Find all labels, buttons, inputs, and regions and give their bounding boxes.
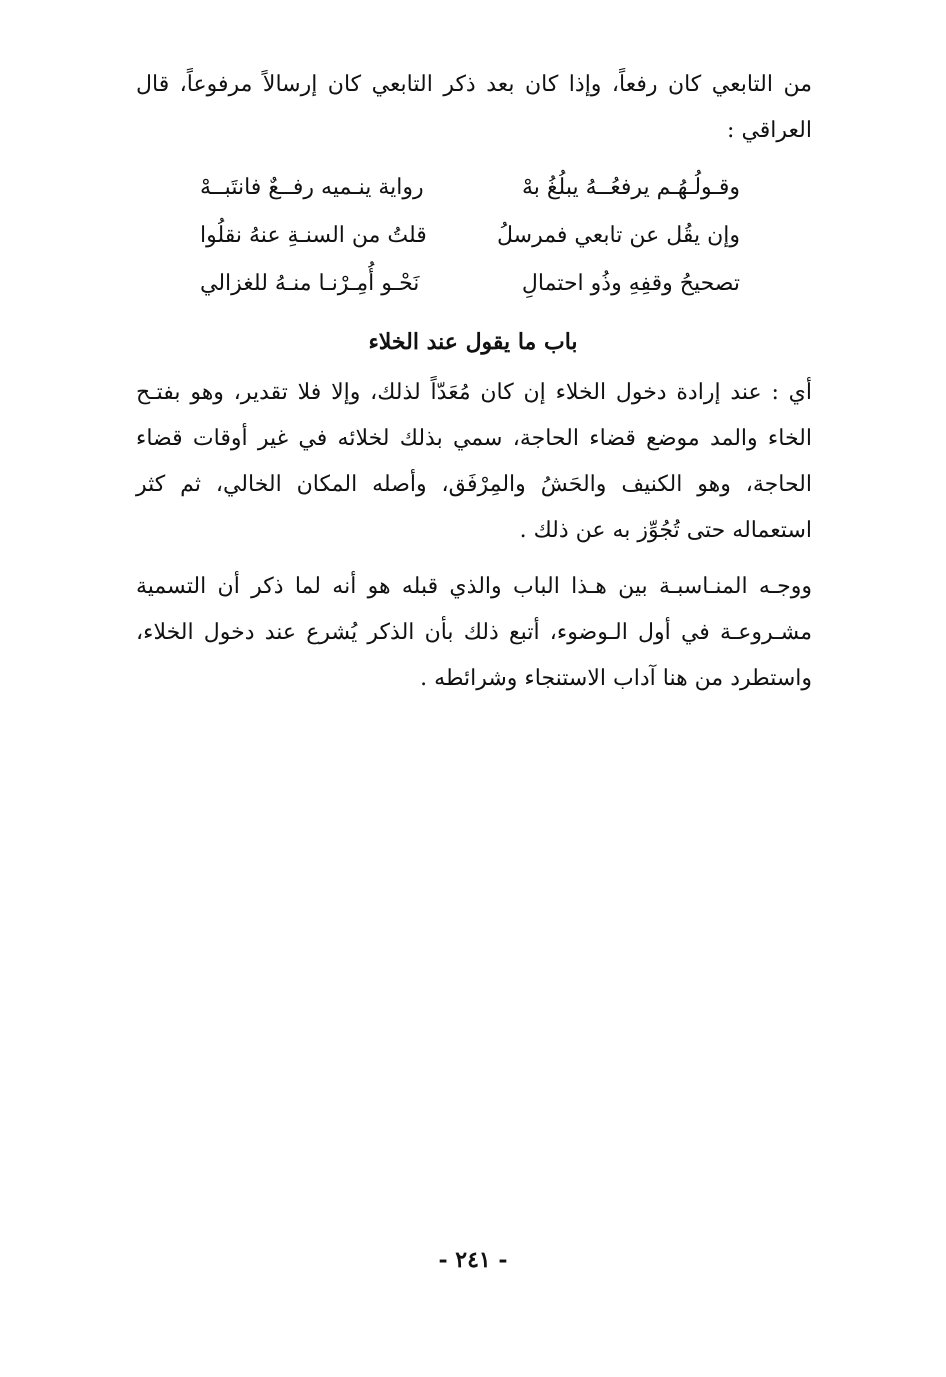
verse-second-hemistich: رواية ينـميه رفــعٌ فانتَبــهْ (200, 175, 424, 200)
page-number: - ٢٤١ - (438, 1247, 508, 1273)
verse-second-hemistich: قلتُ من السنـةِ عنهُ نقلُوا (200, 223, 427, 248)
verse-line (200, 212, 740, 260)
verse-first-hemistich: وقـولُـهُـم يرفعُــهُ يبلُغُ بهْ (521, 175, 740, 200)
verse-block (200, 164, 740, 308)
verse-first-hemistich: تصحيحُ وقفِهِ وذُو احتمالِ (521, 271, 740, 296)
body-paragraph-2: ووجـه المنـاسبـة بين هـذا الباب والذي قبله هو أنه لما ذكر أن التسمية مشـروعـة في أول الـوضوء، أتبع ذلك بأن الذكر يُشرع عند دخول الخلاء، واستطرد من هنا آداب الاستنجاء وشرائطه . (136, 574, 812, 691)
verse-second-hemistich: نَحْـو أُمِـرْنـا منـهُ للغزالي (200, 271, 420, 296)
intro-paragraph: من التابعي كان رفعاً، وإذا كان بعد ذكر التابعي كان إرسالاً مرفوعاً، قال العراقي : (136, 72, 812, 143)
section-heading: باب ما يقول عند الخلاء (368, 329, 578, 355)
verse-first-hemistich: وإن يقُل عن تابعي فمرسلُ (496, 223, 740, 248)
verse-line (200, 164, 740, 212)
verse-line (200, 260, 740, 308)
body-paragraph-1: أي : عند إرادة دخول الخلاء إن كان مُعَدّاً لذلك، وإلا فلا تقدير، وهو بفتـح الخاء والمد موضع قضاء الحاجة، سمي بذلك لخلائه في غير أوقات قضاء الحاجة، وهو الكنيف والحَشُ والمِرْفَق، وأصله المكان الخالي، ثم كثر استعماله حتى تُجُوِّز به عن ذلك . (136, 380, 812, 543)
